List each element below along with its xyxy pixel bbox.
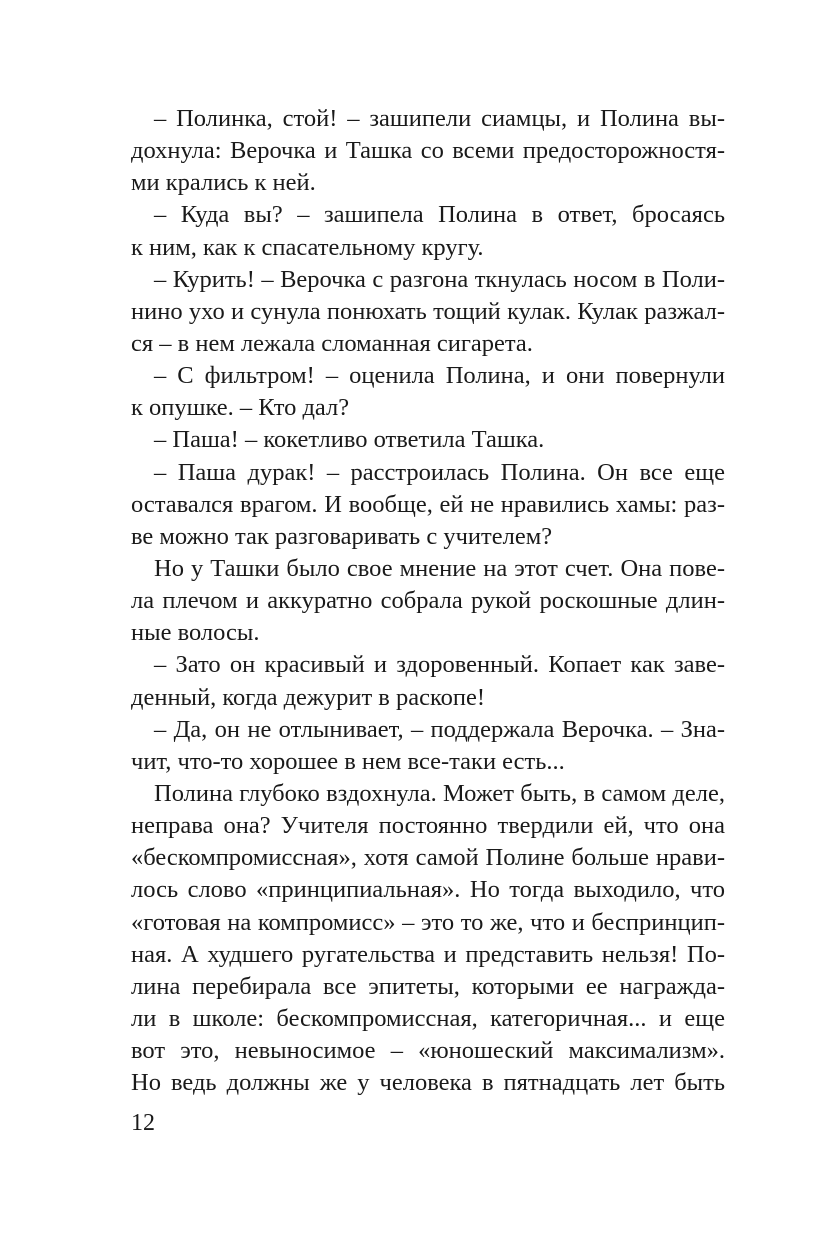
text-line: ли в школе: бескомпромиссная, категоричная... и еще [131, 1004, 725, 1032]
text-line: лина перебирала все эпитеты, которыми ее награжда- [131, 972, 725, 1000]
page-number: 12 [131, 1110, 155, 1136]
text-line: ми крались к ней. [131, 169, 316, 197]
text-line: дохнула: Верочка и Ташка со всеми предосторожностя- [131, 137, 725, 165]
text-line: – Курить! – Верочка с разгона ткнулась носом в Поли- [154, 265, 725, 293]
text-line: – Да, он не отлынивает, – поддержала Верочка. – Зна- [154, 715, 725, 743]
text-line: – Полинка, стой! – зашипели сиамцы, и Полина вы- [154, 105, 725, 132]
text-line: денный, когда дежурит в раскопе! [131, 683, 486, 711]
text-line: Но у Ташки было свое мнение на этот счет. Она пове- [154, 554, 725, 582]
text-line: Но ведь должны же у человека в пятнадцать лет быть [131, 1069, 725, 1097]
text-line: – Паша! – кокетливо ответила Ташка. [154, 426, 545, 454]
text-line: ла плечом и аккуратно собрала рукой роскошные длин- [131, 587, 725, 615]
text-line: неправа она? Учителя постоянно твердили ей, что она [131, 812, 725, 840]
text-line: – Куда вы? – зашипела Полина в ответ, бросаясь [154, 201, 725, 229]
text-line: оставался врагом. И вообще, ей не нравились хамы: раз- [131, 490, 725, 518]
text-line: вот это, невыносимое – «юношеский максимализм». [131, 1037, 725, 1065]
text-line: ные волосы. [131, 619, 260, 647]
text-line: Полина глубоко вздохнула. Может быть, в самом деле, [154, 779, 725, 807]
text-line: – Зато он красивый и здоровенный. Копает как заве- [154, 651, 725, 679]
text-line: нино ухо и сунула понюхать тощий кулак. Кулак разжал- [131, 297, 725, 325]
text-line: – С фильтром! – оценила Полина, и они повернули [154, 362, 725, 390]
text-line: ная. А худшего ругательства и представить нельзя! По- [131, 940, 725, 968]
text-line: ве можно так разговаривать с учителем? [131, 522, 553, 550]
text-line: к опушке. – Кто дал? [131, 394, 350, 422]
text-line: – Паша дурак! – расстроилась Полина. Он все еще [154, 458, 725, 486]
text-line: «бескомпромиссная», хотя самой Полине больше нрави- [131, 844, 725, 872]
text-line: лось слово «принципиальная». Но тогда выходило, что [131, 876, 725, 904]
text-line: к ним, как к спасательному кругу. [131, 233, 484, 261]
text-line: «готовая на компромисс» – это то же, что и беспринцип- [131, 908, 725, 936]
text-line: ся – в нем лежала сломанная сигарета. [131, 329, 533, 357]
page-text [131, 103, 725, 1099]
text-line: чит, что-то хорошее в нем все-таки есть... [131, 747, 565, 775]
